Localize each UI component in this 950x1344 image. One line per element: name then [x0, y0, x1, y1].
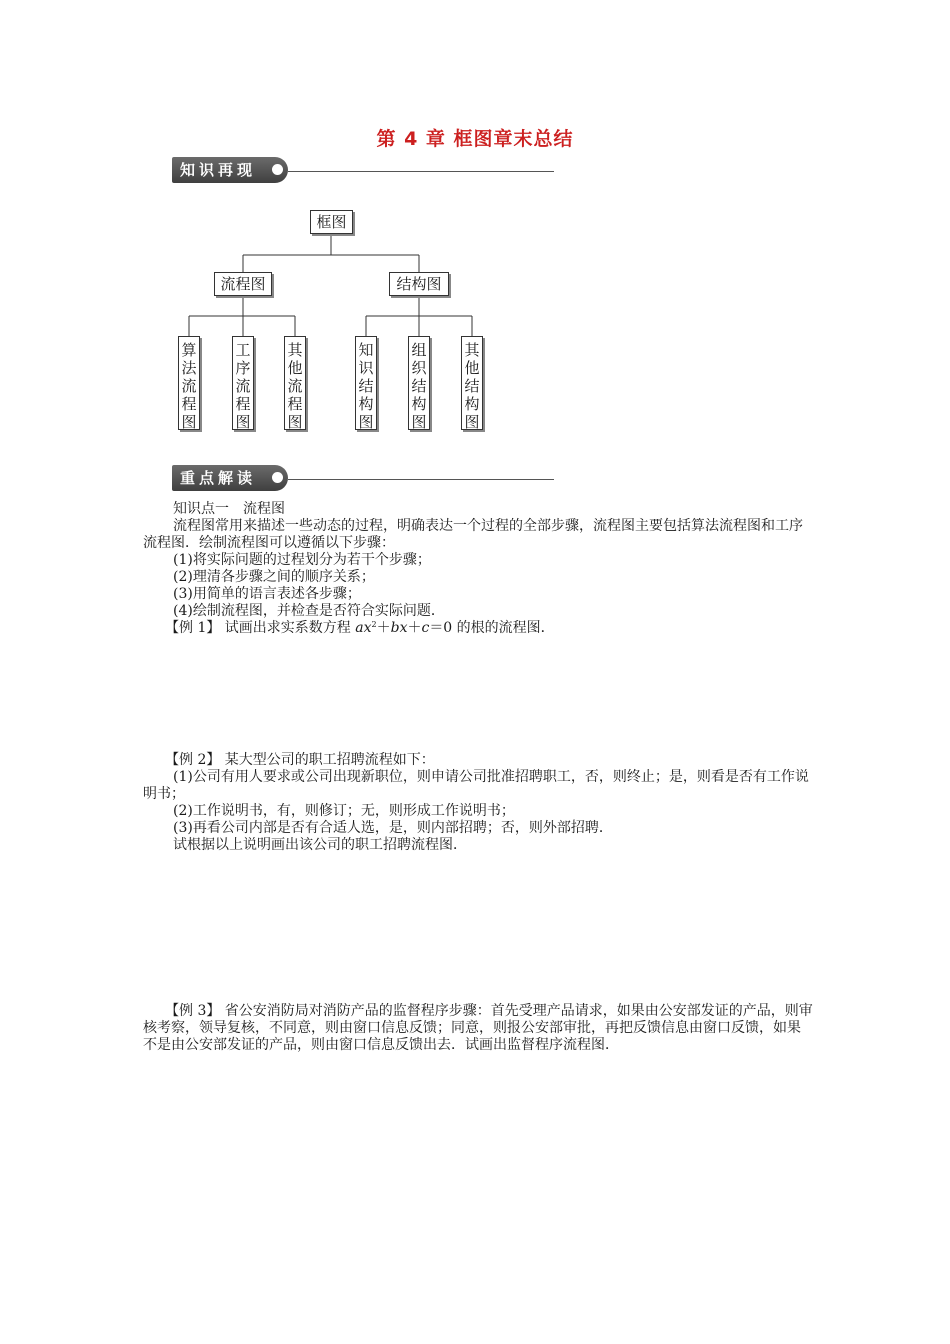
intro-paragraph: 流程图常用来描述一些动态的过程，明确表达一个过程的全部步骤，流程图主要包括算法流程图和工序流程图．绘制流程图可以遵循以下步骤：	[143, 518, 803, 551]
example-label: 【例 3】	[165, 1003, 221, 1019]
node-organization-structure: 组织结构图	[408, 336, 430, 430]
bullet-dot-icon	[272, 472, 283, 483]
step-item: (1)将实际问题的过程划分为若干个步骤；	[173, 552, 431, 568]
node-other-flowchart: 其他流程图	[284, 336, 306, 430]
example-2-line: (1)公司有用人要求或公司出现新职位，则申请公司批准招聘职工，否，则终止；是，则看是否有工作说明书；	[143, 769, 809, 802]
node-process-flowchart: 工序流程图	[232, 336, 254, 430]
example-2-line: (2)工作说明书，有，则修订；无，则形成工作说明书；	[173, 803, 515, 819]
step-item: (4)绘制流程图，并检查是否符合实际问题．	[173, 603, 445, 619]
node-knowledge-structure: 知识结构图	[355, 336, 377, 430]
example-label: 【例 2】	[165, 752, 221, 768]
node-algorithm-flowchart: 算法流程图	[178, 336, 200, 430]
node-root: 框图	[310, 210, 353, 234]
example-3-block	[143, 1003, 813, 1054]
example-2-line: (3)再看公司内部是否有合适人选，是，则内部招聘；否，则外部招聘．	[173, 820, 613, 836]
page-title: 第 4 章 框图章末总结	[376, 128, 574, 150]
example-3-paragraph: 【例 3】 省公安消防局对消防产品的监督程序步骤：首先受理产品请求，如果由公安部发证的产品，则审核考察，领导复核，不同意，则由窗口信息反馈；同意，则报公安部审批，再把反馈信息由窗口反馈，如果不是由公安部发证的产品，则由窗口信息反馈出去．试画出监督程序流程图．	[143, 1003, 813, 1053]
node-flowchart: 流程图	[214, 272, 272, 296]
section-label: 重点解读	[172, 465, 288, 491]
example-2-lead: 【例 2】 某大型公司的职工招聘流程如下：	[165, 752, 435, 768]
section-label: 知识再现	[172, 157, 288, 183]
step-item: (3)用简单的语言表述各步骤；	[173, 586, 361, 602]
node-structure: 结构图	[389, 272, 449, 296]
node-other-structure: 其他结构图	[461, 336, 483, 430]
example-2-tail: 试根据以上说明画出该公司的职工招聘流程图．	[173, 837, 467, 853]
example-label: 【例 1】	[165, 620, 221, 636]
example-2-block	[143, 752, 813, 854]
step-item: (2)理清各步骤之间的顺序关系；	[173, 569, 375, 585]
knowledge-point-block	[143, 501, 813, 637]
knowledge-heading: 知识点一 流程图	[173, 501, 285, 517]
example-1: 【例 1】 试画出求实系数方程 $ax^2+bx+c=0$ 的根的流程图．	[165, 620, 555, 636]
section-banner-key-points	[172, 465, 554, 491]
section-rule	[288, 479, 554, 480]
